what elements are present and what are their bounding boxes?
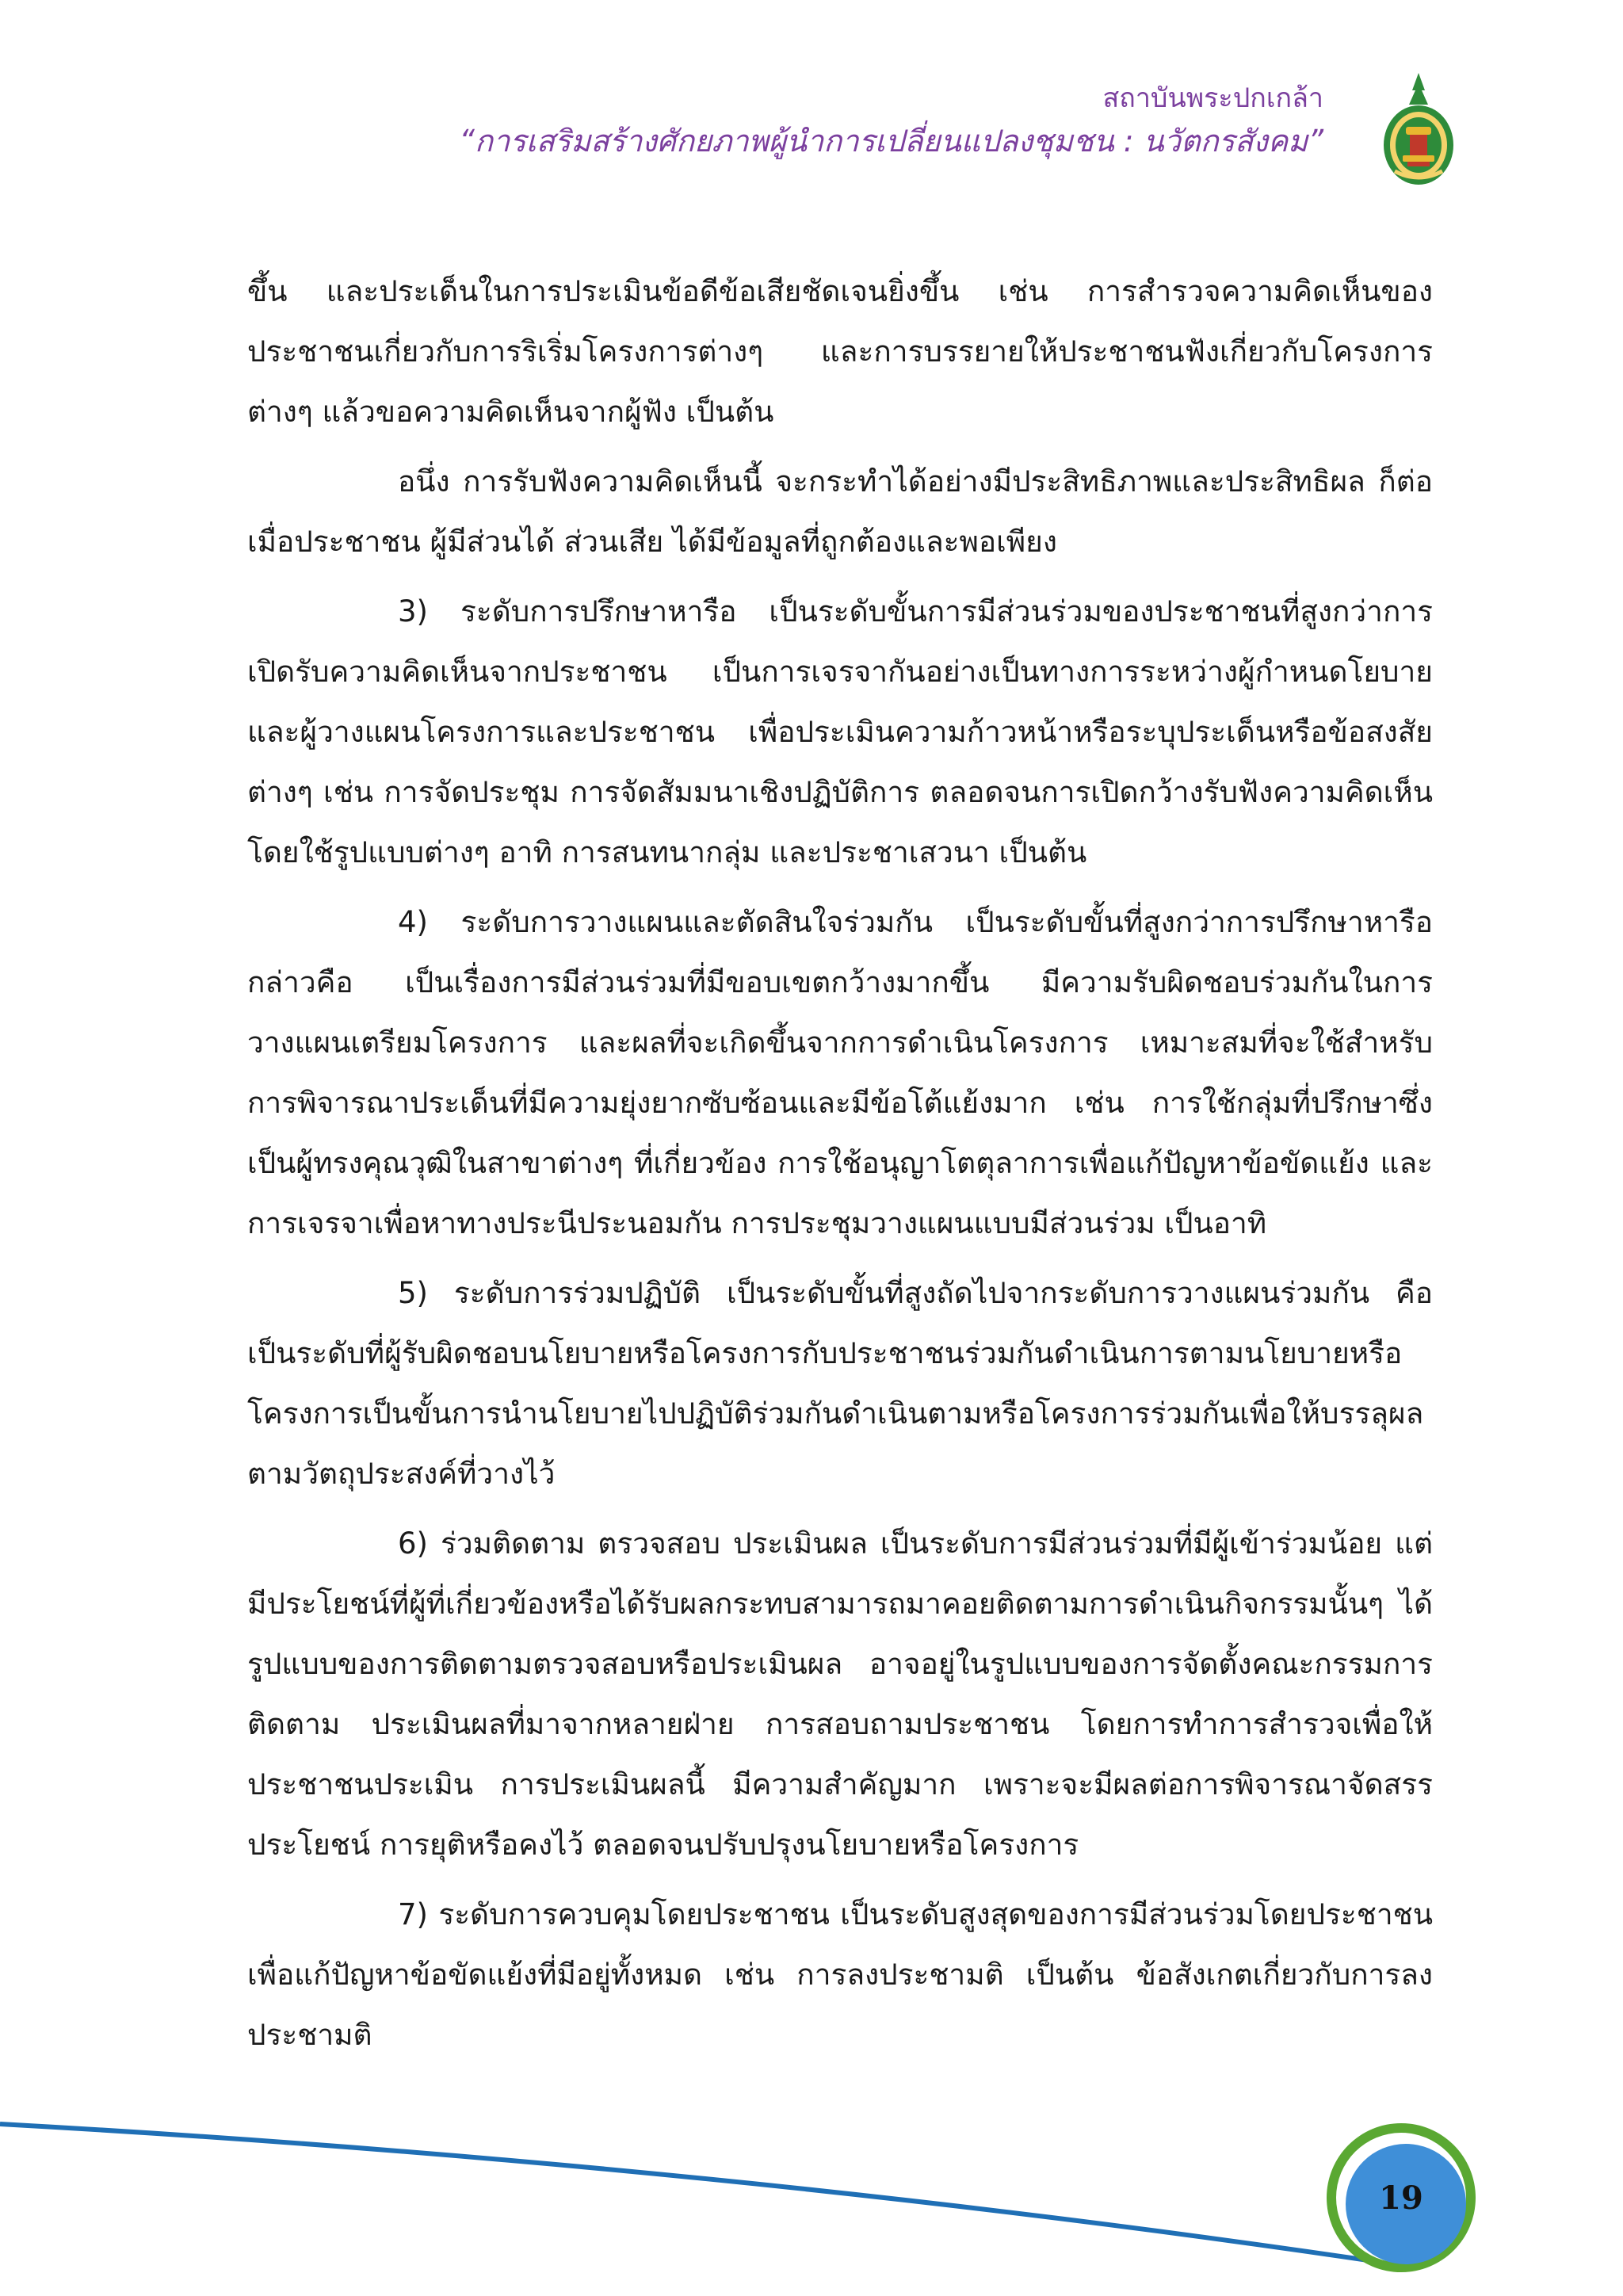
document-body	[247, 262, 1433, 2075]
paragraph-1: ขึ้น และประเด็นในการประเมินข้อดีข้อเสียชัดเจนยิ่งขึ้น เช่น การสำรวจความคิดเห็นของประชาชนเกี่ยวกับการริเริ่มโครงการต่างๆ และการบรรยายให้ประชาชนฟังเกี่ยวกับโครงการต่างๆ แล้วขอความคิดเห็นจากผู้ฟัง เป็นต้น	[247, 274, 1433, 429]
paragraph-3: 3) ระดับการปรึกษาหารือ เป็นระดับขั้นการมีส่วนร่วมของประชาชนที่สูงกว่าการเปิดรับความคิดเห็นจากประชาชน เป็นการเจรจากันอย่างเป็นทางการระหว่างผู้กำหนดโยบายและผู้วางแผนโครงการและประชาชน เพื่อประเมินความก้าวหน้าหรือระบุประเด็นหรือข้อสงสัยต่างๆ เช่น การจัดประชุม การจัดสัมมนาเชิงปฏิบัติการ ตลอดจนการเปิดกว้างรับฟังความคิดเห็น โดยใช้รูปแบบต่างๆ อาทิ การสนทนากลุ่ม และประชาเสวนา เป็นต้น	[247, 594, 1433, 869]
page-header	[459, 79, 1323, 165]
paragraph-5: 5) ระดับการร่วมปฏิบัติ เป็นระดับขั้นที่สูงถัดไปจากระดับการวางแผนร่วมกัน คือ เป็นระดับที่ผู้รับผิดชอบนโยบายหรือโครงการกับประชาชนร่วมกันดำเนินการตามนโยบายหรือโครงการเป็นขั้นการนำนโยบายไปปฏิบัติร่วมกันดำเนินตามหรือโครงการร่วมกันเพื่อให้บรรลุผลตามวัตถุประสงค์ที่วางไว้	[247, 1276, 1433, 1491]
document-subtitle: “การเสริมสร้างศักยภาพผู้นำการเปลี่ยนแปลงชุมชน : นวัตกรสังคม”	[459, 124, 1323, 159]
paragraph-2: อนึ่ง การรับฟังความคิดเห็นนี้ จะกระทำได้อย่างมีประสิทธิภาพและประสิทธิผล ก็ต่อเมื่อประชาชน ผู้มีส่วนได้ ส่วนเสีย ได้มีข้อมูลที่ถูกต้องและพอเพียง	[247, 464, 1433, 559]
paragraph-6: 6) ร่วมติดตาม ตรวจสอบ ประเมินผล เป็นระดับการมีส่วนร่วมที่มีผู้เข้าร่วมน้อย แต่มีประโยชน์ที่ผู้ที่เกี่ยวข้องหรือได้รับผลกระทบสามารถมาคอยติดตามการดำเนินกิจกรรมนั้นๆ ได้ รูปแบบของการติดตามตรวจสอบหรือประเมินผล อาจอยู่ในรูปแบบของการจัดตั้งคณะกรรมการติดตาม ประเมินผลที่มาจากหลายฝ่าย การสอบถามประชาชน โดยการทำการสำรวจเพื่อให้ประชาชนประเมิน การประเมินผลนี้ มีความสำคัญมาก เพราะจะมีผลต่อการพิจารณาจัดสรรประโยชน์ การยุติหรือคงไว้ ตลอดจนปรับปรุงนโยบายหรือโครงการ	[247, 1526, 1433, 1862]
institution-name: สถาบันพระปกเกล้า	[1102, 82, 1323, 114]
page-number: 19	[1379, 2179, 1423, 2217]
institute-seal-icon	[1379, 70, 1458, 189]
paragraph-7: 7) ระดับการควบคุมโดยประชาชน เป็นระดับสูงสุดของการมีส่วนร่วมโดยประชาชนเพื่อแก้ปัญหาข้อขัดแย้งที่มีอยู่ทั้งหมด เช่น การลงประชามติ เป็นต้น ข้อสังเกตเกี่ยวกับการลงประชามติ	[247, 1897, 1433, 2052]
paragraph-4: 4) ระดับการวางแผนและตัดสินใจร่วมกัน เป็นระดับขั้นที่สูงกว่าการปรึกษาหารือ กล่าวคือ เป็นเรื่องการมีส่วนร่วมที่มีขอบเขตกว้างมากขึ้น มีความรับผิดชอบร่วมกันในการวางแผนเตรียมโครงการ และผลที่จะเกิดขึ้นจากการดำเนินโครงการ เหมาะสมที่จะใช้สำหรับการพิจารณาประเด็นที่มีความยุ่งยากซับซ้อนและมีข้อโต้แย้งมาก เช่น การใช้กลุ่มที่ปรึกษาซึ่งเป็นผู้ทรงคุณวุฒิในสาขาต่างๆ ที่เกี่ยวข้อง การใช้อนุญาโตตุลาการเพื่อแก้ปัญหาข้อขัดแย้ง และการเจรจาเพื่อหาทางประนีประนอมกัน การประชุมวางแผนแบบมีส่วนร่วม เป็นอาทิ	[247, 905, 1433, 1240]
